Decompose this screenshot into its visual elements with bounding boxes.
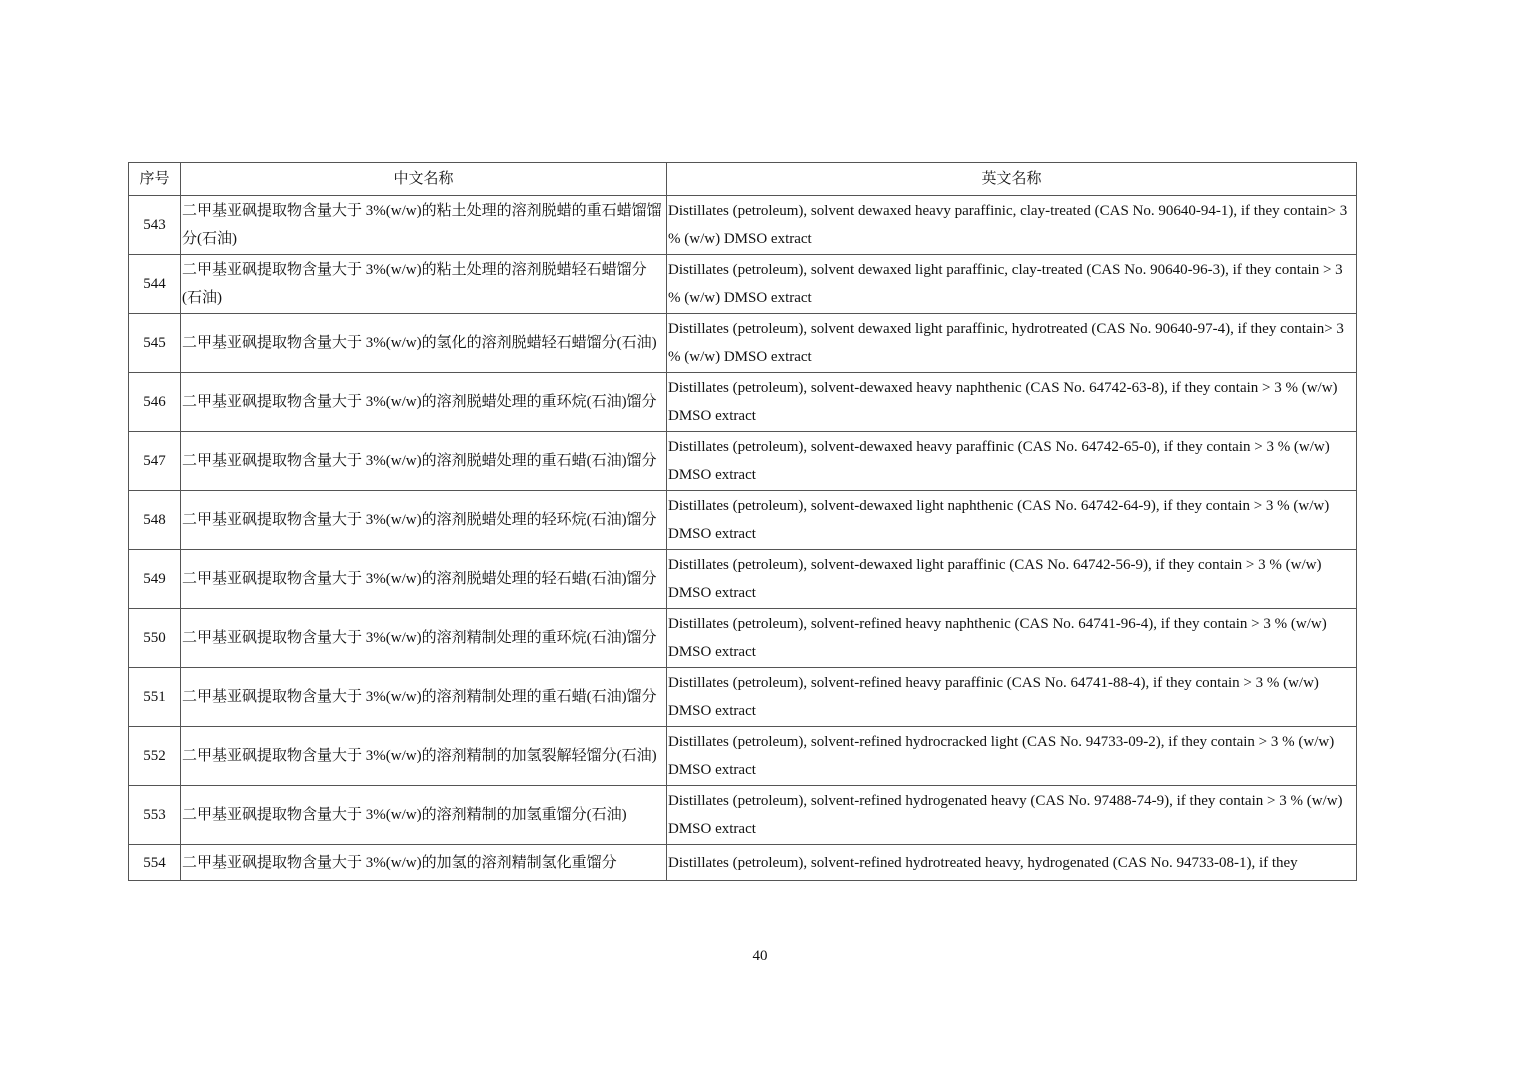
substance-table [128, 162, 1357, 881]
serial-number-cell: 544 [129, 255, 181, 314]
table-row [129, 550, 1357, 609]
header-chinese-name: 中文名称 [181, 163, 667, 196]
table-row [129, 314, 1357, 373]
chinese-name-cell: 二甲基亚砜提取物含量大于 3%(w/w)的溶剂脱蜡处理的轻石蜡(石油)馏分 [181, 550, 667, 609]
serial-number-cell: 543 [129, 196, 181, 255]
chinese-name-cell: 二甲基亚砜提取物含量大于 3%(w/w)的溶剂精制的加氢重馏分(石油) [181, 786, 667, 845]
table-row [129, 255, 1357, 314]
serial-number-cell: 551 [129, 668, 181, 727]
serial-number-cell: 549 [129, 550, 181, 609]
header-english-name: 英文名称 [667, 163, 1357, 196]
table-row [129, 727, 1357, 786]
serial-number-cell: 554 [129, 845, 181, 881]
serial-number-cell: 550 [129, 609, 181, 668]
table-row [129, 432, 1357, 491]
english-name-cell: Distillates (petroleum), solvent-dewaxed light naphthenic (CAS No. 64742-64-9), if they contain > 3 % (w/w) DMSO extract [667, 491, 1357, 550]
english-name-cell: Distillates (petroleum), solvent-refined hydrocracked light (CAS No. 94733-09-2), if they contain > 3 % (w/w) DMSO extract [667, 727, 1357, 786]
table-row [129, 786, 1357, 845]
page-number: 40 [752, 948, 768, 964]
table-header-row [129, 163, 1357, 196]
english-name-cell: Distillates (petroleum), solvent dewaxed light paraffinic, clay-treated (CAS No. 90640-96-3), if they contain > 3 % (w/w) DMSO extract [667, 255, 1357, 314]
table-row [129, 845, 1357, 881]
chinese-name-cell: 二甲基亚砜提取物含量大于 3%(w/w)的粘土处理的溶剂脱蜡轻石蜡馏分(石油) [181, 255, 667, 314]
header-serial-number: 序号 [129, 163, 181, 196]
table-row [129, 491, 1357, 550]
chinese-name-cell: 二甲基亚砜提取物含量大于 3%(w/w)的溶剂脱蜡处理的重环烷(石油)馏分 [181, 373, 667, 432]
chinese-name-cell: 二甲基亚砜提取物含量大于 3%(w/w)的粘土处理的溶剂脱蜡的重石蜡馏馏分(石油) [181, 196, 667, 255]
serial-number-cell: 545 [129, 314, 181, 373]
serial-number-cell: 552 [129, 727, 181, 786]
english-name-cell: Distillates (petroleum), solvent-refined heavy paraffinic (CAS No. 64741-88-4), if they contain > 3 % (w/w) DMSO extract [667, 668, 1357, 727]
english-name-cell: Distillates (petroleum), solvent dewaxed heavy paraffinic, clay-treated (CAS No. 90640-94-1), if they contain> 3 % (w/w) DMSO extract [667, 196, 1357, 255]
english-name-cell: Distillates (petroleum), solvent-refined heavy naphthenic (CAS No. 64741-96-4), if they contain > 3 % (w/w) DMSO extract [667, 609, 1357, 668]
table-row [129, 609, 1357, 668]
chinese-name-cell: 二甲基亚砜提取物含量大于 3%(w/w)的氢化的溶剂脱蜡轻石蜡馏分(石油) [181, 314, 667, 373]
chinese-name-cell: 二甲基亚砜提取物含量大于 3%(w/w)的溶剂精制处理的重环烷(石油)馏分 [181, 609, 667, 668]
english-name-cell: Distillates (petroleum), solvent-dewaxed heavy paraffinic (CAS No. 64742-65-0), if they contain > 3 % (w/w) DMSO extract [667, 432, 1357, 491]
english-name-cell: Distillates (petroleum), solvent-dewaxed light paraffinic (CAS No. 64742-56-9), if they contain > 3 % (w/w) DMSO extract [667, 550, 1357, 609]
chinese-name-cell: 二甲基亚砜提取物含量大于 3%(w/w)的溶剂精制处理的重石蜡(石油)馏分 [181, 668, 667, 727]
serial-number-cell: 547 [129, 432, 181, 491]
serial-number-cell: 548 [129, 491, 181, 550]
chinese-name-cell: 二甲基亚砜提取物含量大于 3%(w/w)的溶剂脱蜡处理的轻环烷(石油)馏分 [181, 491, 667, 550]
table-row [129, 196, 1357, 255]
table-row [129, 668, 1357, 727]
chinese-name-cell: 二甲基亚砜提取物含量大于 3%(w/w)的溶剂脱蜡处理的重石蜡(石油)馏分 [181, 432, 667, 491]
serial-number-cell: 546 [129, 373, 181, 432]
chinese-name-cell: 二甲基亚砜提取物含量大于 3%(w/w)的加氢的溶剂精制氢化重馏分 [181, 845, 667, 881]
table-row [129, 373, 1357, 432]
serial-number-cell: 553 [129, 786, 181, 845]
english-name-cell: Distillates (petroleum), solvent-refined hydrotreated heavy, hydrogenated (CAS No. 94733-08-1), if they [667, 845, 1357, 881]
english-name-cell: Distillates (petroleum), solvent dewaxed light paraffinic, hydrotreated (CAS No. 90640-97-4), if they contain> 3 % (w/w) DMSO extract [667, 314, 1357, 373]
english-name-cell: Distillates (petroleum), solvent-refined hydrogenated heavy (CAS No. 97488-74-9), if they contain > 3 % (w/w) DMSO extract [667, 786, 1357, 845]
english-name-cell: Distillates (petroleum), solvent-dewaxed heavy naphthenic (CAS No. 64742-63-8), if they contain > 3 % (w/w) DMSO extract [667, 373, 1357, 432]
chinese-name-cell: 二甲基亚砜提取物含量大于 3%(w/w)的溶剂精制的加氢裂解轻馏分(石油) [181, 727, 667, 786]
